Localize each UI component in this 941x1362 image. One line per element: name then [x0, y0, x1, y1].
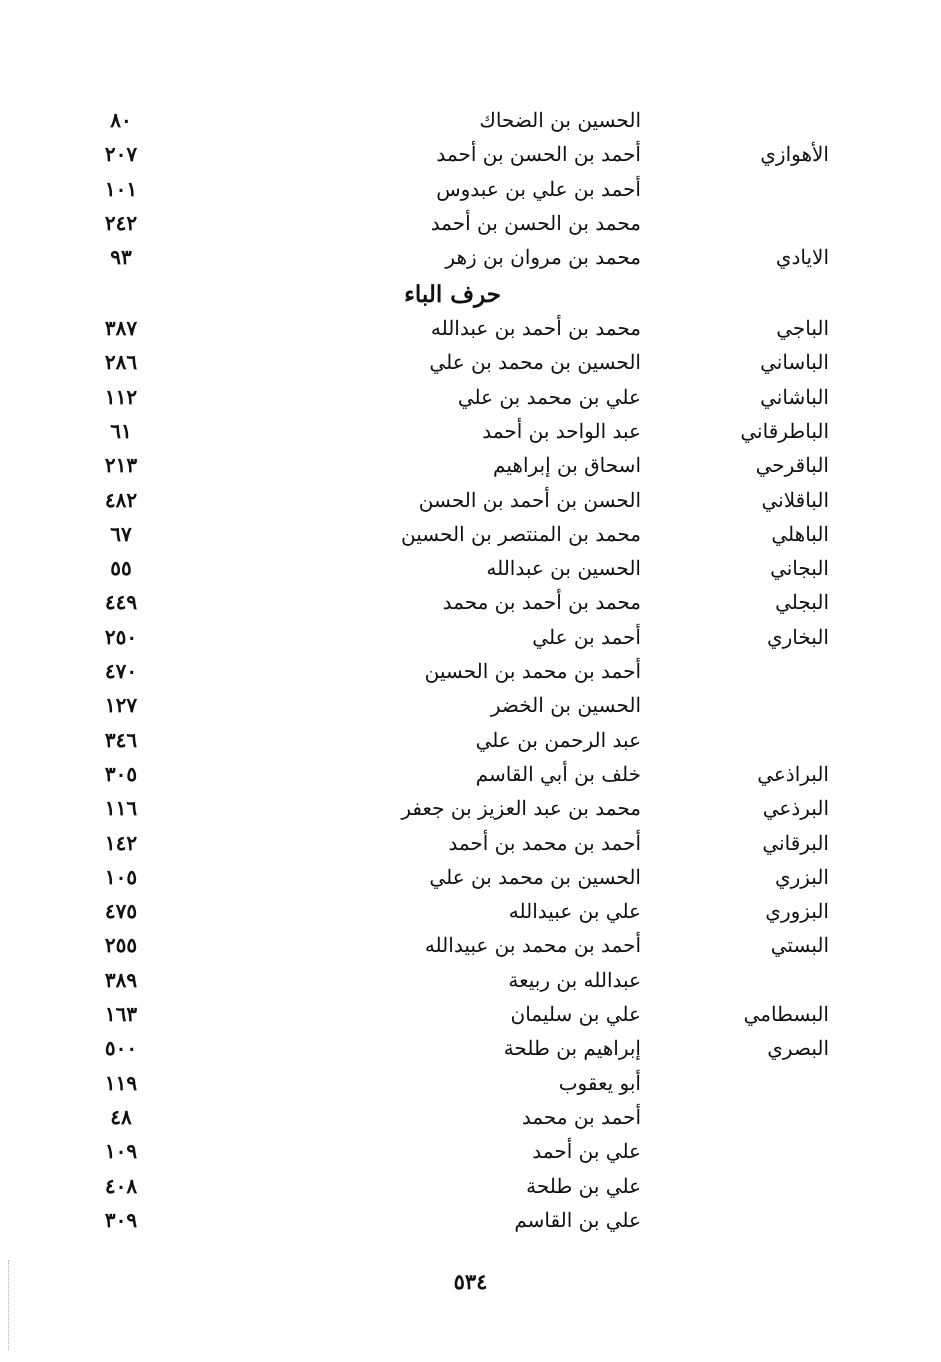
index-entry: [0, 240, 941, 274]
entry-name: محمد بن أحمد بن عبدالله: [430, 316, 641, 340]
entry-name: أحمد بن محمد بن أحمد: [448, 830, 641, 855]
entry-nisba: البرذعي: [762, 796, 829, 821]
index-entry: [0, 791, 941, 825]
entry-page-number: ٤٠٨: [104, 1173, 138, 1198]
index-entry: [0, 894, 941, 928]
scan-edge-marks: [8, 1260, 11, 1350]
entry-name: الحسين بن عبدالله: [486, 556, 641, 581]
entry-page-number: ٢٨٦: [104, 350, 138, 375]
index-entry: [0, 517, 941, 551]
entry-name: علي بن سليمان: [510, 1002, 641, 1026]
section-heading: حرف الباء: [404, 281, 501, 308]
entry-nisba: الباجي: [776, 316, 829, 340]
index-entry: [0, 137, 941, 171]
index-entry: [0, 414, 941, 448]
entry-page-number: ١١٢: [104, 384, 138, 409]
index-entry: [0, 206, 941, 240]
index-entry: [0, 311, 941, 345]
entry-page-number: ٢١٣: [104, 453, 138, 478]
index-entry: [0, 1066, 941, 1100]
entry-page-number: ٣٤٦: [104, 727, 138, 752]
entry-name: خلف بن أبي القاسم: [475, 761, 641, 786]
entry-name: عبد الرحمن بن علي: [475, 727, 641, 752]
entry-nisba: البستي: [770, 933, 829, 958]
entry-page-number: ٤٧٥: [104, 899, 138, 924]
index-entry: [0, 345, 941, 379]
entry-page-number: ٤٨٢: [104, 487, 138, 512]
entry-nisba: الباقرحي: [755, 453, 829, 478]
entry-name: الحسين بن محمد بن علي: [429, 864, 641, 889]
entry-name: محمد بن أحمد بن محمد: [442, 590, 641, 615]
index-entry: [0, 585, 941, 619]
index-entry: [0, 654, 941, 688]
entry-name: أحمد بن علي بن عبدوس: [436, 176, 641, 201]
index-entry: [0, 1134, 941, 1168]
index-entry: [0, 1203, 941, 1237]
entry-name: الحسين بن محمد بن علي: [429, 350, 641, 375]
entry-page-number: ٩٣: [110, 245, 132, 270]
entry-nisba: الايادي: [775, 245, 829, 270]
entry-page-number: ١١٩: [104, 1070, 138, 1095]
entry-name: عبدالله بن ربيعة: [508, 967, 641, 992]
entry-nisba: الباقلاني: [761, 487, 829, 512]
index-entry: [0, 757, 941, 791]
index-entry: [0, 380, 941, 414]
entry-page-number: ٨٠: [110, 108, 132, 132]
entry-nisba: الباطرقاني: [740, 418, 829, 443]
entry-name: إبراهيم بن طلحة: [503, 1036, 641, 1061]
page-number: ٥٣٤: [453, 1269, 488, 1294]
entry-page-number: ١٠١: [104, 176, 138, 201]
entry-page-number: ١٤٢: [104, 830, 138, 855]
entry-nisba: الأهوازي: [760, 142, 829, 167]
entry-page-number: ٢٠٧: [104, 142, 138, 167]
entry-name: علي بن محمد بن علي: [457, 384, 641, 409]
entry-nisba: البزري: [774, 864, 829, 889]
entry-nisba: البجاني: [770, 556, 829, 581]
entry-nisba: البسطامي: [743, 1002, 829, 1026]
entry-page-number: ٤٧٠: [104, 659, 138, 683]
index-entry: [0, 826, 941, 860]
entry-name: علي بن طلحة: [526, 1173, 641, 1198]
index-entry: [0, 997, 941, 1031]
entry-page-number: ٢٤٢: [104, 210, 138, 235]
entry-page-number: ٢٥٠: [104, 624, 138, 649]
entry-page-number: ٤٨: [110, 1104, 132, 1129]
entry-page-number: ١٢٧: [104, 693, 138, 718]
entry-nisba: الباشاني: [760, 384, 829, 409]
entry-page-number: ٣٨٩: [104, 967, 138, 992]
entry-page-number: ٣٠٩: [104, 1207, 138, 1232]
entry-name: أحمد بن علي: [532, 624, 641, 649]
entry-page-number: ٣٠٥: [104, 761, 138, 786]
entry-name: أحمد بن محمد بن الحسين: [424, 659, 641, 683]
index-entry: [0, 860, 941, 894]
entry-name: أحمد بن الحسن بن أحمد: [436, 142, 641, 167]
entry-page-number: ١٦٣: [104, 1002, 138, 1026]
entry-name: أحمد بن محمد: [521, 1104, 641, 1129]
index-entry: [0, 172, 941, 206]
index-entry: [0, 620, 941, 654]
index-entry: [0, 483, 941, 517]
entry-name: عبد الواحد بن أحمد: [482, 418, 641, 443]
entry-nisba: الباهلي: [771, 521, 829, 546]
index-entry: [0, 723, 941, 757]
entry-name: علي بن القاسم: [514, 1207, 641, 1232]
index-entry: [0, 1169, 941, 1203]
index-entry: [0, 103, 941, 137]
index-entry: [0, 1100, 941, 1134]
entry-nisba: البزوري: [765, 899, 829, 924]
index-entry: [0, 688, 941, 722]
index-entry: [0, 551, 941, 585]
entry-page-number: ١٠٥: [104, 864, 138, 889]
entry-page-number: ٣٨٧: [104, 316, 138, 340]
index-entry: [0, 928, 941, 962]
entry-nisba: البراذعي: [757, 761, 829, 786]
entry-nisba: البصري: [767, 1036, 829, 1061]
entry-page-number: ٥٠٠: [104, 1036, 138, 1061]
entry-name: علي بن عبيدالله: [508, 899, 641, 924]
entry-name: محمد بن عبد العزيز بن جعفر: [401, 796, 641, 821]
index-entry: [0, 963, 941, 997]
entry-name: محمد بن الحسن بن أحمد: [430, 210, 641, 235]
entry-name: الحسن بن أحمد بن الحسن: [418, 487, 641, 512]
entry-name: الحسين بن الخضر: [490, 693, 641, 718]
entry-name: علي بن أحمد: [532, 1139, 641, 1164]
index-entry: [0, 448, 941, 482]
entry-page-number: ٦١: [110, 418, 132, 443]
entry-name: محمد بن المنتصر بن الحسين: [400, 521, 641, 546]
entry-name: اسحاق بن إبراهيم: [493, 453, 641, 478]
entry-page-number: ١١٦: [104, 796, 138, 821]
entry-page-number: ٤٤٩: [104, 590, 138, 615]
entry-nisba: البرقاني: [762, 830, 829, 855]
entry-page-number: ٢٥٥: [104, 933, 138, 958]
entry-page-number: ٦٧: [110, 521, 132, 546]
index-entry: [0, 1031, 941, 1065]
entry-name: أبو يعقوب: [558, 1070, 641, 1095]
entry-name: محمد بن مروان بن زهر: [445, 245, 641, 270]
entry-nisba: البخاري: [766, 624, 829, 649]
entry-nisba: البجلي: [775, 590, 829, 615]
entry-name: أحمد بن محمد بن عبيدالله: [424, 933, 641, 958]
entry-name: الحسين بن الضحاك: [479, 108, 641, 132]
entry-nisba: الباساني: [760, 350, 829, 375]
entry-page-number: ٥٥: [110, 556, 132, 581]
entry-page-number: ١٠٩: [104, 1139, 138, 1164]
